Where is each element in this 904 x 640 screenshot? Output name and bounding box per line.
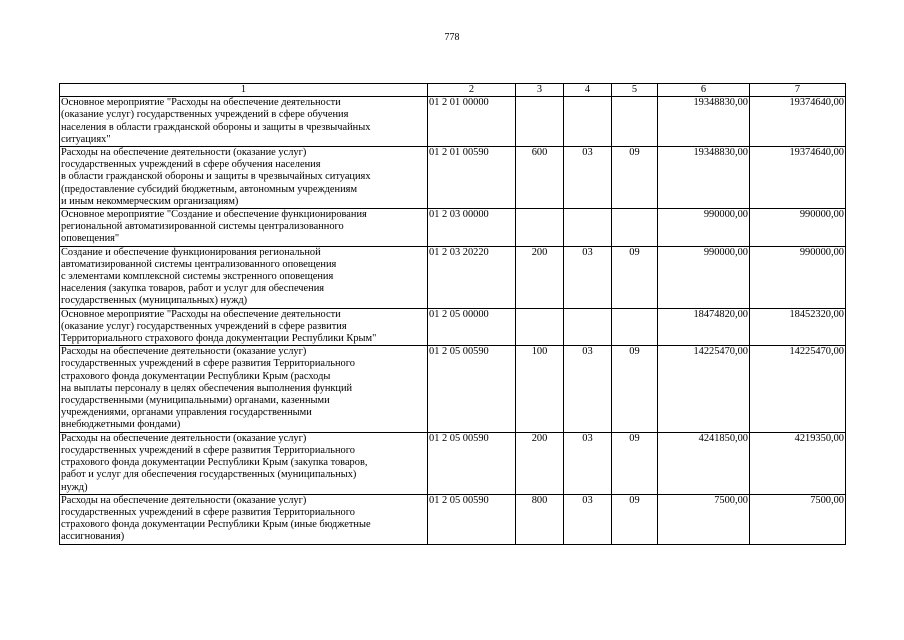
subsection-code: 09 <box>612 432 658 494</box>
subsection-code <box>612 308 658 346</box>
classification-code: 01 2 05 00590 <box>428 494 516 544</box>
subsection-code: 09 <box>612 246 658 308</box>
section-code: 03 <box>564 246 612 308</box>
table-row <box>60 147 846 209</box>
amount-year-2: 19374640,00 <box>750 147 846 209</box>
subsection-code: 09 <box>612 346 658 432</box>
expense-name: Расходы на обеспечение деятельности (оказание услуг) государственных учреждений в сфере развития Территориального страхового фонда документации Республики Крым (закупка товаров, работ и услуг для обеспечения государственных (муниципальных) нужд) <box>60 432 428 494</box>
amount-year-2: 990000,00 <box>750 209 846 247</box>
table-row <box>60 209 846 247</box>
column-header: 5 <box>612 84 658 97</box>
amount-year-2: 7500,00 <box>750 494 846 544</box>
expense-type-code <box>516 209 564 247</box>
classification-code: 01 2 05 00590 <box>428 432 516 494</box>
expense-type-code: 100 <box>516 346 564 432</box>
expense-type-code: 600 <box>516 147 564 209</box>
section-code <box>564 209 612 247</box>
table-header-row <box>60 84 846 97</box>
expense-name: Основное мероприятие "Расходы на обеспечение деятельности (оказание услуг) государственных учреждений в сфере обучения населения в области гражданской обороны и защиты в чрезвычайных ситуациях" <box>60 97 428 147</box>
section-code: 03 <box>564 432 612 494</box>
expense-name: Основное мероприятие "Расходы на обеспечение деятельности (оказание услуг) государственных учреждений в сфере развития Территориального страхового фонда документации Республики Крым" <box>60 308 428 346</box>
amount-year-2: 990000,00 <box>750 246 846 308</box>
classification-code: 01 2 03 20220 <box>428 246 516 308</box>
column-header: 6 <box>658 84 750 97</box>
section-code <box>564 97 612 147</box>
column-header: 1 <box>60 84 428 97</box>
column-header: 4 <box>564 84 612 97</box>
amount-year-1: 18474820,00 <box>658 308 750 346</box>
amount-year-1: 990000,00 <box>658 246 750 308</box>
expense-type-code: 200 <box>516 246 564 308</box>
section-code: 03 <box>564 147 612 209</box>
table-row <box>60 432 846 494</box>
column-header: 3 <box>516 84 564 97</box>
amount-year-1: 14225470,00 <box>658 346 750 432</box>
section-code <box>564 308 612 346</box>
amount-year-1: 4241850,00 <box>658 432 750 494</box>
subsection-code <box>612 209 658 247</box>
section-code: 03 <box>564 346 612 432</box>
classification-code: 01 2 01 00590 <box>428 147 516 209</box>
table-row <box>60 308 846 346</box>
classification-code: 01 2 01 00000 <box>428 97 516 147</box>
subsection-code: 09 <box>612 147 658 209</box>
column-header: 7 <box>750 84 846 97</box>
expense-type-code <box>516 308 564 346</box>
table-row <box>60 246 846 308</box>
amount-year-2: 19374640,00 <box>750 97 846 147</box>
classification-code: 01 2 05 00590 <box>428 346 516 432</box>
amount-year-1: 990000,00 <box>658 209 750 247</box>
classification-code: 01 2 03 00000 <box>428 209 516 247</box>
amount-year-1: 19348830,00 <box>658 97 750 147</box>
subsection-code: 09 <box>612 494 658 544</box>
table-row <box>60 346 846 432</box>
subsection-code <box>612 97 658 147</box>
expense-name: Расходы на обеспечение деятельности (оказание услуг) государственных учреждений в сфере развития Территориального страхового фонда документации Республики Крым (иные бюджетные ассигнования) <box>60 494 428 544</box>
expense-name: Создание и обеспечение функционирования региональной автоматизированной системы централизованного оповещения с элементами комплексной системы экстренного оповещения населения (закупка товаров, работ и услуг для обеспечения государственных (муниципальных) нужд) <box>60 246 428 308</box>
amount-year-2: 4219350,00 <box>750 432 846 494</box>
table-row <box>60 97 846 147</box>
amount-year-2: 14225470,00 <box>750 346 846 432</box>
page-number: 778 <box>444 32 460 43</box>
section-code: 03 <box>564 494 612 544</box>
amount-year-2: 18452320,00 <box>750 308 846 346</box>
amount-year-1: 19348830,00 <box>658 147 750 209</box>
expense-type-code: 800 <box>516 494 564 544</box>
amount-year-1: 7500,00 <box>658 494 750 544</box>
expense-name: Расходы на обеспечение деятельности (оказание услуг) государственных учреждений в сфере развития Территориального страхового фонда документации Республики Крым (расходы на выплаты персоналу в целях обеспечения выполнения функций государственными (муниципальными) органами, казенными учреждениями, органами управления государственными внебюджетными фондами) <box>60 346 428 432</box>
budget-table <box>59 83 846 545</box>
expense-type-code: 200 <box>516 432 564 494</box>
classification-code: 01 2 05 00000 <box>428 308 516 346</box>
column-header: 2 <box>428 84 516 97</box>
expense-name: Основное мероприятие "Создание и обеспечение функционирования региональной автоматизированной системы централизованного оповещения" <box>60 209 428 247</box>
expense-type-code <box>516 97 564 147</box>
expense-name: Расходы на обеспечение деятельности (оказание услуг) государственных учреждений в сфере обучения населения в области гражданской обороны и защиты в чрезвычайных ситуациях (предоставление субсидий бюджетным, автономным учреждениям и иным некоммерческим организациям) <box>60 147 428 209</box>
table-row <box>60 494 846 544</box>
